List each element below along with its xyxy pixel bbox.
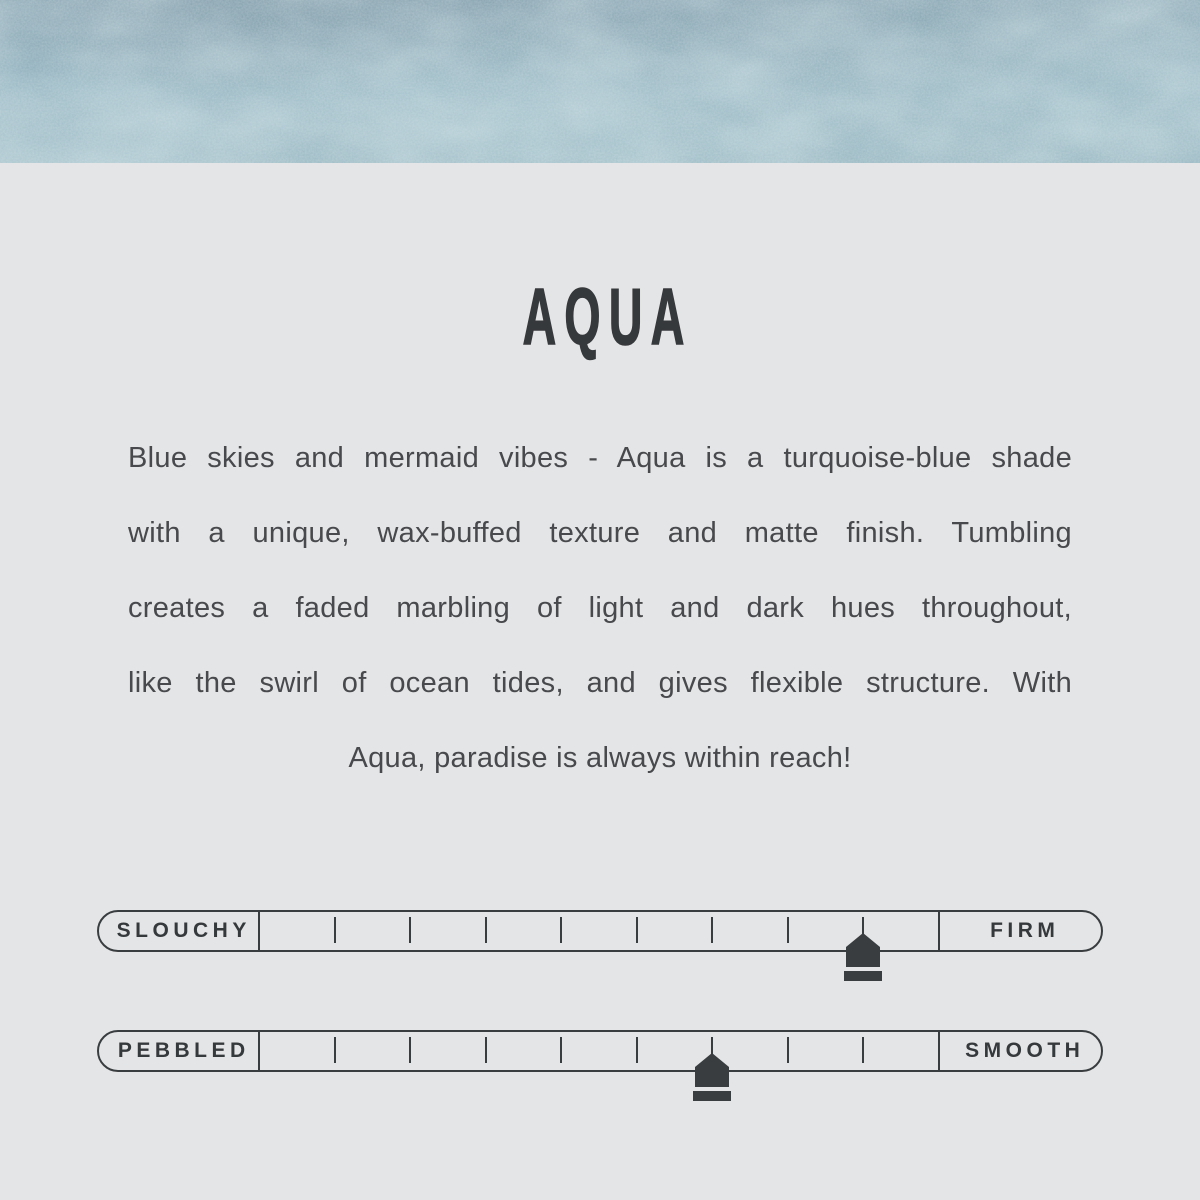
marker-pointer-icon — [693, 1053, 731, 1101]
description-line: with a unique, wax-buffed texture and matte finish. Tumbling — [128, 517, 1072, 549]
leather-noise-overlay — [0, 0, 1200, 163]
tick-mark — [485, 917, 487, 943]
leather-texture-banner — [0, 0, 1200, 163]
scale-right-label-text: FIRM — [990, 919, 1060, 942]
scale-right-label-text: SMOOTH — [965, 1039, 1085, 1062]
pebbled-smooth-scale — [97, 1030, 1103, 1072]
color-description — [128, 421, 1072, 796]
description-line: creates a faded marbling of light and dark hues throughout, — [128, 592, 1072, 624]
tick-mark — [636, 1037, 638, 1063]
scale-left-label — [99, 912, 260, 950]
scale-left-label-text: SLOUCHY — [116, 919, 251, 942]
tick-mark — [560, 1037, 562, 1063]
tick-mark — [334, 1037, 336, 1063]
tick-mark — [862, 1037, 864, 1063]
tick-mark — [711, 917, 713, 943]
scale-left-label-text: PEBBLED — [117, 1039, 250, 1062]
slouchy-firm-scale — [97, 910, 1103, 952]
description-line: Aqua, paradise is always within reach! — [348, 742, 852, 774]
scale-right-label — [938, 1032, 1101, 1070]
tick-mark — [787, 1037, 789, 1063]
scale-pill — [97, 910, 1103, 952]
scale-pill — [97, 1030, 1103, 1072]
scale-track — [260, 1032, 938, 1070]
scale-marker — [844, 933, 882, 981]
scale-track — [260, 912, 938, 950]
scale-marker — [693, 1053, 731, 1101]
color-title-wrap — [0, 272, 1200, 361]
description-line: Blue skies and mermaid vibes - Aqua is a turquoise-blue shade — [128, 442, 1072, 474]
tick-mark — [334, 917, 336, 943]
tick-mark — [409, 1037, 411, 1063]
tick-mark — [485, 1037, 487, 1063]
tick-mark — [636, 917, 638, 943]
tick-mark — [787, 917, 789, 943]
tick-mark — [409, 917, 411, 943]
description-line: like the swirl of ocean tides, and gives flexible structure. With — [128, 667, 1072, 699]
scale-left-label — [99, 1032, 260, 1070]
scale-right-label — [938, 912, 1101, 950]
color-title: AQUA — [522, 272, 693, 361]
tick-mark — [560, 917, 562, 943]
marker-pointer-icon — [844, 933, 882, 981]
